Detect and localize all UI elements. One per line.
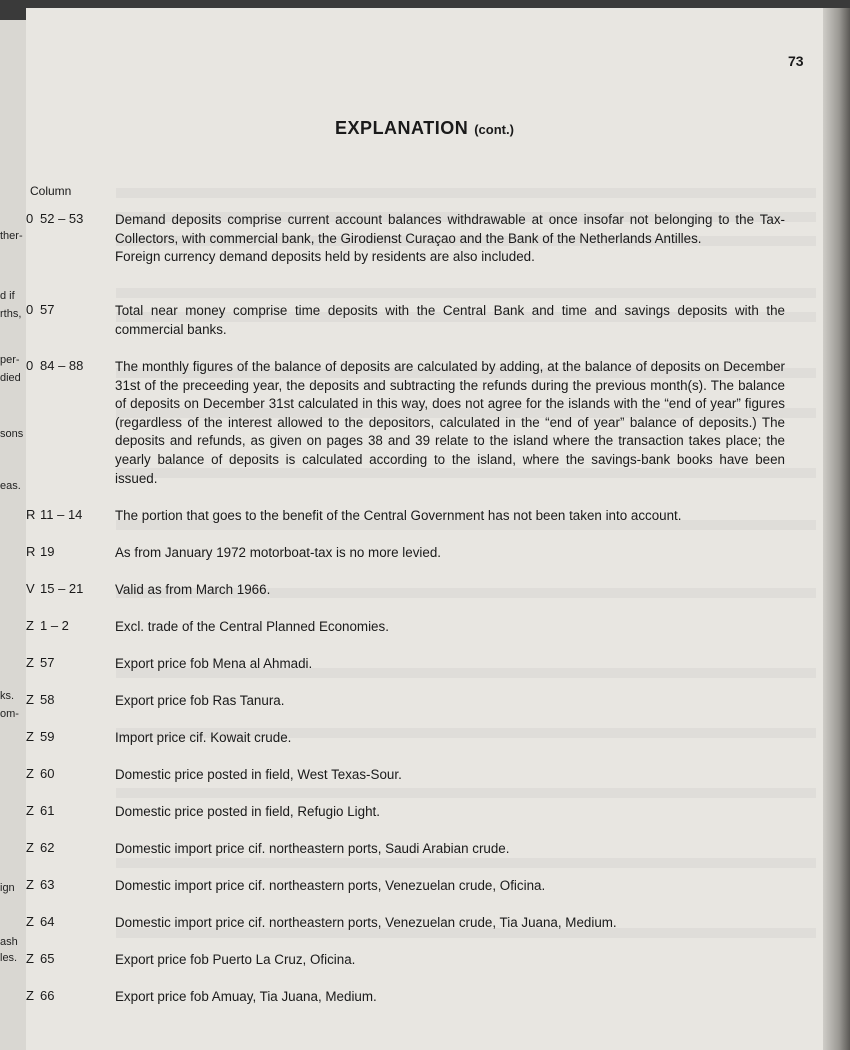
table-prefix: Z xyxy=(26,914,34,929)
column-numbers: 62 xyxy=(40,840,55,855)
book-edge xyxy=(823,8,850,1050)
column-numbers: 19 xyxy=(40,544,55,559)
explanation-text xyxy=(115,988,785,1007)
column-numbers: 57 xyxy=(40,302,55,317)
page-title xyxy=(26,118,823,139)
column-numbers: 59 xyxy=(40,729,55,744)
explanation-paragraph: Domestic import price cif. northeastern ports, Saudi Arabian crude. xyxy=(115,841,510,856)
column-numbers: 15 – 21 xyxy=(40,581,84,596)
explanation-paragraph: Domestic import price cif. northeastern ports, Venezuelan crude, Tia Juana, Medium. xyxy=(115,915,617,930)
table-prefix: R xyxy=(26,507,36,522)
margin-fragment: died xyxy=(0,372,21,384)
table-prefix: Z xyxy=(26,840,34,855)
column-numbers: 60 xyxy=(40,766,55,781)
column-reference xyxy=(26,729,116,744)
column-reference xyxy=(26,544,116,559)
explanation-text xyxy=(115,655,785,674)
table-prefix: Z xyxy=(26,988,34,1003)
explanation-text xyxy=(115,766,785,785)
explanation-paragraph: The portion that goes to the benefit of the Central Government has not been taken into account. xyxy=(115,508,682,523)
table-prefix: Z xyxy=(26,692,34,707)
column-numbers: 64 xyxy=(40,914,55,929)
margin-fragment: per- xyxy=(0,354,20,366)
column-reference xyxy=(26,914,116,929)
explanation-text xyxy=(115,840,785,859)
page-number: 73 xyxy=(788,53,804,69)
margin-fragment: ign xyxy=(0,882,15,894)
margin-fragment: ther- xyxy=(0,230,23,242)
explanation-paragraph: Foreign currency demand deposits held by residents are also included. xyxy=(115,249,535,265)
explanation-paragraph: Domestic price posted in field, West Texas-Sour. xyxy=(115,767,402,782)
column-reference xyxy=(26,507,116,522)
explanation-text xyxy=(115,618,785,637)
column-numbers: 84 – 88 xyxy=(40,358,84,373)
explanation-text xyxy=(115,211,785,267)
margin-fragment: ash xyxy=(0,936,18,948)
table-prefix: Z xyxy=(26,877,34,892)
column-reference xyxy=(26,655,116,670)
explanation-paragraph: Excl. trade of the Central Planned Economies. xyxy=(115,619,389,634)
column-reference xyxy=(26,877,116,892)
explanation-paragraph: Export price fob Ras Tanura. xyxy=(115,693,285,708)
margin-fragment: les. xyxy=(0,952,18,964)
explanation-paragraph: Total near money comprise time deposits with the Central Bank and time and savings deposits with the commercial banks. xyxy=(115,303,785,337)
explanation-paragraph: Valid as from March 1966. xyxy=(115,582,271,597)
explanation-text xyxy=(115,877,785,896)
explanation-paragraph: Domestic import price cif. northeastern ports, Venezuelan crude, Oficina. xyxy=(115,878,546,893)
column-numbers: 11 – 14 xyxy=(40,507,83,522)
column-reference xyxy=(26,302,116,317)
margin-fragment: eas. xyxy=(0,480,21,492)
column-reference xyxy=(26,840,116,855)
column-header: Column xyxy=(30,184,72,198)
explanation-text xyxy=(115,544,785,563)
table-prefix: Z xyxy=(26,951,34,966)
margin-fragment: om- xyxy=(0,708,19,720)
table-prefix: 0 xyxy=(26,211,34,226)
explanation-text xyxy=(115,358,785,488)
explanation-text xyxy=(115,803,785,822)
column-reference xyxy=(26,358,116,373)
column-reference xyxy=(26,211,116,226)
column-numbers: 1 – 2 xyxy=(40,618,69,633)
column-reference xyxy=(26,766,116,781)
column-reference xyxy=(26,692,116,707)
previous-page-edge xyxy=(0,20,26,1050)
column-numbers: 58 xyxy=(40,692,55,707)
explanation-paragraph: As from January 1972 motorboat-tax is no more levied. xyxy=(115,545,441,560)
explanation-paragraph: Domestic price posted in field, Refugio Light. xyxy=(115,804,380,819)
margin-fragment: ks. xyxy=(0,690,15,702)
margin-fragment: rths, xyxy=(0,308,22,320)
explanation-text xyxy=(115,692,785,711)
column-reference xyxy=(26,988,116,1003)
explanation-text xyxy=(115,507,785,526)
table-prefix: Z xyxy=(26,766,34,781)
explanation-paragraph: Import price cif. Kowait crude. xyxy=(115,730,292,745)
table-prefix: Z xyxy=(26,655,34,670)
margin-fragment: sons xyxy=(0,428,24,440)
column-numbers: 61 xyxy=(40,803,55,818)
explanation-paragraph: The monthly figures of the balance of deposits are calculated by adding, at the balance of deposits on December 31st of the preceeding year, the deposits and subtracting the refunds during the previous month(s). The balance of deposits on December 31st calculated in this way, does not agree for the islands with the “end of year” figures (regardless of the interest allowed to the depositors, calculated in the “end of year” balance of deposits.) The deposits and refunds, as given on pages 38 and 39 relate to the island where the transaction takes place; the yearly balance of deposits is calculated according to the island, where the savings-bank books have been issued. xyxy=(115,359,785,486)
title-suffix: (cont.) xyxy=(474,122,514,137)
table-prefix: V xyxy=(26,581,35,596)
column-numbers: 63 xyxy=(40,877,55,892)
explanation-paragraph: Export price fob Amuay, Tia Juana, Medium. xyxy=(115,989,377,1004)
column-numbers: 52 – 53 xyxy=(40,211,84,226)
explanation-text xyxy=(115,729,785,748)
explanation-text xyxy=(115,951,785,970)
table-prefix: 0 xyxy=(26,302,34,317)
table-prefix: Z xyxy=(26,803,34,818)
column-numbers: 57 xyxy=(40,655,55,670)
table-prefix: Z xyxy=(26,729,34,744)
explanation-paragraph: Export price fob Puerto La Cruz, Oficina. xyxy=(115,952,356,967)
explanation-text xyxy=(115,302,785,339)
explanation-text xyxy=(115,581,785,600)
column-reference xyxy=(26,803,116,818)
table-prefix: Z xyxy=(26,618,34,633)
column-reference xyxy=(26,581,116,596)
column-reference xyxy=(26,618,116,633)
column-reference xyxy=(26,951,116,966)
document-page xyxy=(26,8,823,1050)
margin-fragment: d if xyxy=(0,290,15,302)
explanation-paragraph: Demand deposits comprise current account balances withdrawable at once insofar not belonging to the Tax-Collectors, with commercial bank, the Girodienst Curaçao and the Bank of the Netherlands Antilles. xyxy=(115,212,785,246)
explanation-text xyxy=(115,914,785,933)
table-prefix: 0 xyxy=(26,358,34,373)
table-prefix: R xyxy=(26,544,36,559)
title-text: EXPLANATION xyxy=(335,118,469,138)
column-numbers: 66 xyxy=(40,988,55,1003)
column-numbers: 65 xyxy=(40,951,55,966)
explanation-paragraph: Export price fob Mena al Ahmadi. xyxy=(115,656,313,671)
